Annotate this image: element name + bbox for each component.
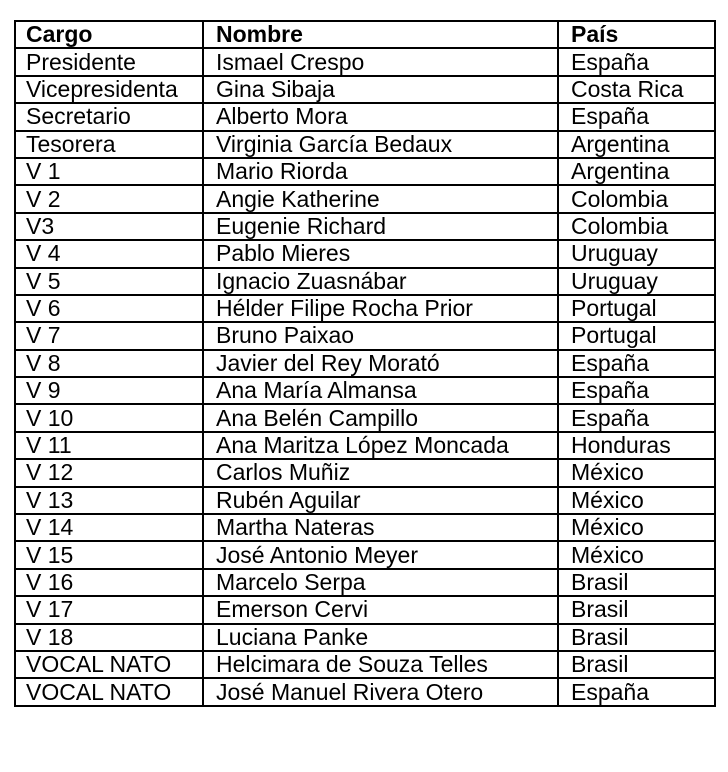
- cell-pais: Portugal: [558, 295, 715, 322]
- cell-cargo: V 7: [15, 322, 203, 349]
- table-row: [15, 459, 715, 486]
- cell-cargo: V 18: [15, 624, 203, 651]
- cell-nombre: Helcimara de Souza Telles: [203, 651, 558, 678]
- cell-cargo: V 1: [15, 158, 203, 185]
- cell-cargo: V 14: [15, 514, 203, 541]
- table-row: [15, 651, 715, 678]
- table-row: [15, 268, 715, 295]
- cell-cargo: V 12: [15, 459, 203, 486]
- cell-nombre: Gina Sibaja: [203, 76, 558, 103]
- cell-pais: España: [558, 48, 715, 75]
- table-row: [15, 158, 715, 185]
- cell-cargo: V 9: [15, 377, 203, 404]
- cell-nombre: Pablo Mieres: [203, 240, 558, 267]
- cell-pais: Brasil: [558, 569, 715, 596]
- cell-cargo: Presidente: [15, 48, 203, 75]
- cell-nombre: Ana Maritza López Moncada: [203, 432, 558, 459]
- table-row: [15, 240, 715, 267]
- roster-table: [14, 20, 716, 707]
- table-row: [15, 322, 715, 349]
- cell-pais: Uruguay: [558, 268, 715, 295]
- cell-nombre: Virginia García Bedaux: [203, 131, 558, 158]
- cell-pais: México: [558, 459, 715, 486]
- cell-cargo: V 8: [15, 350, 203, 377]
- header-pais: País: [558, 21, 715, 48]
- table-row: [15, 432, 715, 459]
- cell-nombre: Angie Katherine: [203, 185, 558, 212]
- cell-pais: Brasil: [558, 651, 715, 678]
- cell-pais: España: [558, 404, 715, 431]
- cell-pais: México: [558, 541, 715, 568]
- cell-pais: Portugal: [558, 322, 715, 349]
- table-row: [15, 541, 715, 568]
- cell-nombre: José Antonio Meyer: [203, 541, 558, 568]
- table-row: [15, 624, 715, 651]
- cell-nombre: Ana Belén Campillo: [203, 404, 558, 431]
- table-row: [15, 487, 715, 514]
- cell-nombre: Eugenie Richard: [203, 213, 558, 240]
- cell-nombre: Hélder Filipe Rocha Prior: [203, 295, 558, 322]
- cell-nombre: Ignacio Zuasnábar: [203, 268, 558, 295]
- cell-nombre: José Manuel Rivera Otero: [203, 678, 558, 705]
- cell-pais: España: [558, 350, 715, 377]
- cell-nombre: Luciana Panke: [203, 624, 558, 651]
- cell-pais: España: [558, 678, 715, 705]
- cell-pais: Argentina: [558, 158, 715, 185]
- cell-cargo: V 10: [15, 404, 203, 431]
- cell-nombre: Bruno Paixao: [203, 322, 558, 349]
- cell-cargo: Secretario: [15, 103, 203, 130]
- cell-cargo: V 2: [15, 185, 203, 212]
- table-row: [15, 213, 715, 240]
- table-row: [15, 76, 715, 103]
- cell-nombre: Carlos Muñiz: [203, 459, 558, 486]
- cell-cargo: V 15: [15, 541, 203, 568]
- cell-pais: Colombia: [558, 213, 715, 240]
- table-row: [15, 185, 715, 212]
- table-row: [15, 103, 715, 130]
- cell-cargo: V 13: [15, 487, 203, 514]
- cell-pais: México: [558, 487, 715, 514]
- table-row: [15, 377, 715, 404]
- cell-nombre: Mario Riorda: [203, 158, 558, 185]
- cell-nombre: Javier del Rey Morató: [203, 350, 558, 377]
- cell-pais: Brasil: [558, 596, 715, 623]
- cell-cargo: Tesorera: [15, 131, 203, 158]
- table-body: [15, 48, 715, 705]
- cell-cargo: V 5: [15, 268, 203, 295]
- cell-nombre: Martha Nateras: [203, 514, 558, 541]
- table-row: [15, 404, 715, 431]
- cell-nombre: Alberto Mora: [203, 103, 558, 130]
- cell-cargo: VOCAL NATO: [15, 651, 203, 678]
- cell-pais: Costa Rica: [558, 76, 715, 103]
- table-header: [15, 21, 715, 48]
- cell-pais: Uruguay: [558, 240, 715, 267]
- cell-pais: Honduras: [558, 432, 715, 459]
- cell-cargo: V 16: [15, 569, 203, 596]
- cell-pais: Brasil: [558, 624, 715, 651]
- table-row: [15, 678, 715, 705]
- header-cargo: Cargo: [15, 21, 203, 48]
- cell-pais: México: [558, 514, 715, 541]
- cell-nombre: Rubén Aguilar: [203, 487, 558, 514]
- table-row: [15, 48, 715, 75]
- cell-pais: Argentina: [558, 131, 715, 158]
- cell-cargo: V 11: [15, 432, 203, 459]
- cell-pais: España: [558, 377, 715, 404]
- header-row: [15, 21, 715, 48]
- cell-cargo: V 6: [15, 295, 203, 322]
- table-row: [15, 131, 715, 158]
- cell-nombre: Ana María Almansa: [203, 377, 558, 404]
- cell-nombre: Emerson Cervi: [203, 596, 558, 623]
- cell-cargo: VOCAL NATO: [15, 678, 203, 705]
- cell-pais: España: [558, 103, 715, 130]
- table-row: [15, 350, 715, 377]
- table-row: [15, 514, 715, 541]
- table-row: [15, 596, 715, 623]
- cell-nombre: Ismael Crespo: [203, 48, 558, 75]
- table-row: [15, 295, 715, 322]
- cell-nombre: Marcelo Serpa: [203, 569, 558, 596]
- header-nombre: Nombre: [203, 21, 558, 48]
- cell-cargo: Vicepresidenta: [15, 76, 203, 103]
- cell-cargo: V 4: [15, 240, 203, 267]
- cell-cargo: V 17: [15, 596, 203, 623]
- cell-cargo: V3: [15, 213, 203, 240]
- table-row: [15, 569, 715, 596]
- cell-pais: Colombia: [558, 185, 715, 212]
